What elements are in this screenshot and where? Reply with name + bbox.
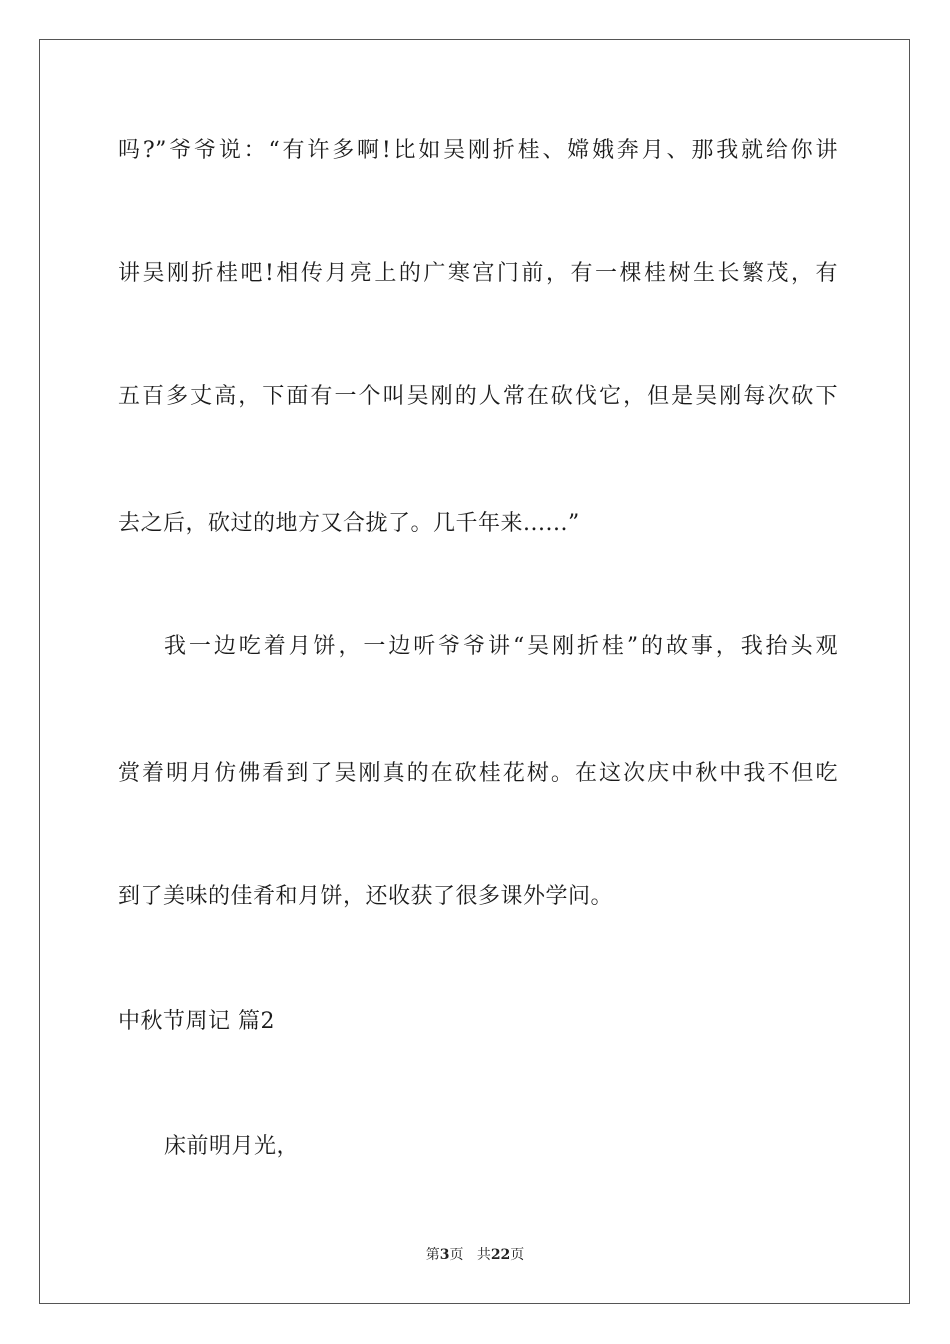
page-suffix: 页 (449, 1247, 464, 1263)
page-footer (0, 1245, 950, 1265)
paragraph-line: 去之后，砍过的地方又合拢了。几千年来......” (118, 511, 580, 536)
section-heading: 中秋节周记 篇2 (118, 1009, 275, 1034)
total-suffix: 页 (510, 1247, 525, 1263)
total-prefix: 共 (476, 1247, 491, 1263)
page-border (39, 39, 910, 1304)
paragraph-line: 吗?”爷爷说：“有许多啊!比如吴刚折桂、嫦娥奔月、那我就给你讲 (118, 138, 838, 163)
paragraph-line: 赏着明月仿佛看到了吴刚真的在砍桂花树。在这次庆中秋中我不但吃 (118, 761, 838, 786)
paragraph-line: 五百多丈高，下面有一个叫吴刚的人常在砍伐它，但是吴刚每次砍下 (118, 384, 838, 409)
paragraph-line: 讲吴刚折桂吧!相传月亮上的广寒宫门前，有一棵桂树生长繁茂，有 (118, 261, 838, 286)
paragraph-line: 到了美味的佳肴和月饼，还收获了很多课外学问。 (118, 884, 614, 909)
paragraph-line: 床前明月光， (164, 1134, 300, 1159)
total-pages: 22 (490, 1247, 511, 1263)
page-number: 3 (439, 1247, 450, 1263)
paragraph-line: 我一边吃着月饼，一边听爷爷讲“吴刚折桂”的故事，我抬头观 (164, 634, 838, 659)
page-prefix: 第 (425, 1247, 440, 1263)
